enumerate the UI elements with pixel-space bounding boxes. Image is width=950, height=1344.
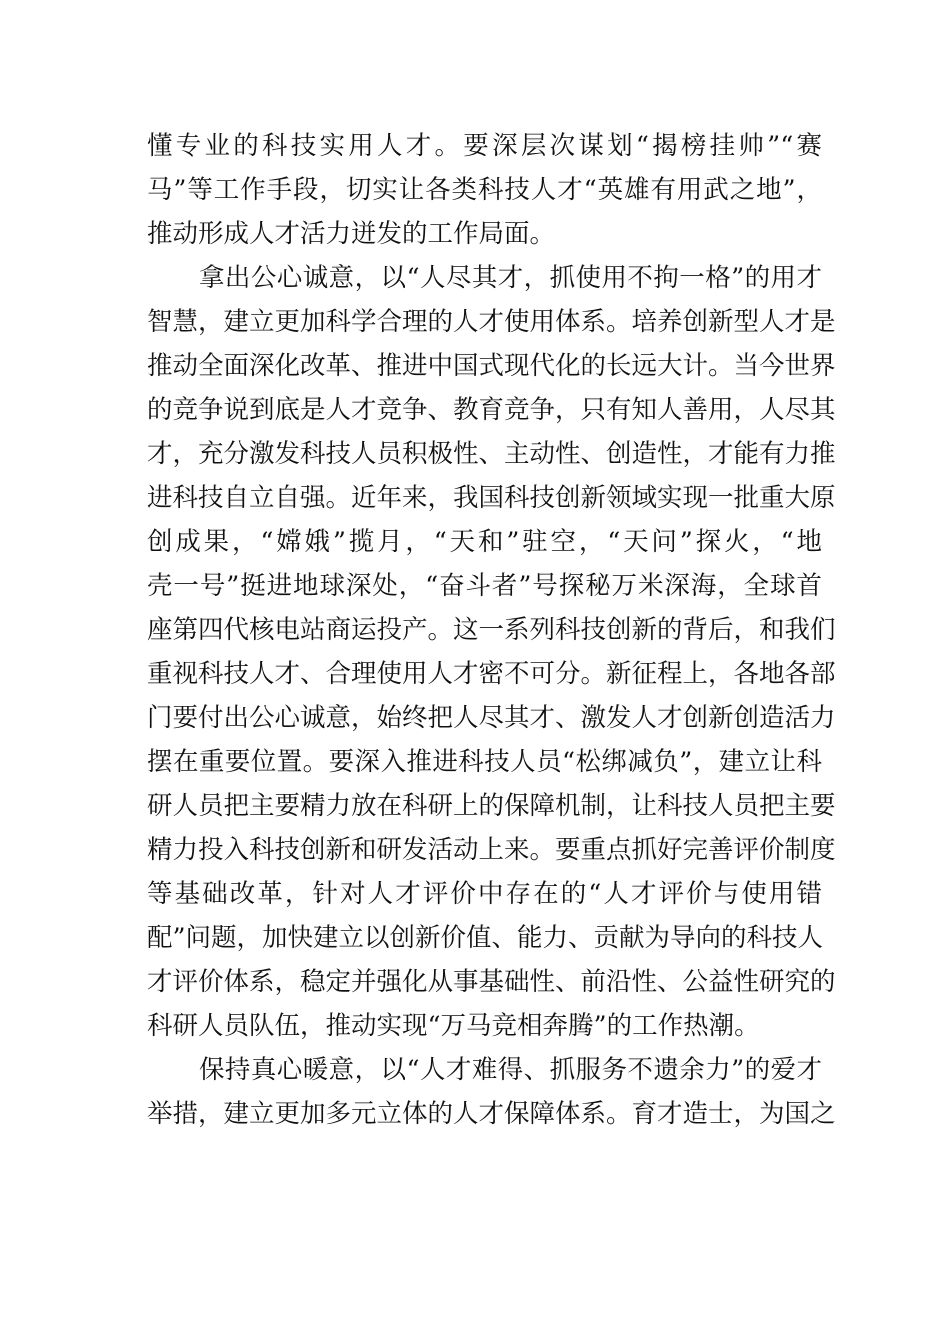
text-line: 智慧，建立更加科学合理的人才使用体系。培养创新型人才是 [147,307,836,337]
text-line: 才评价体系，稳定并强化从事基础性、前沿性、公益性研究的 [147,967,836,997]
text-line: 推动全面深化改革、推进中国式现代化的长远大计。当今世界 [147,351,836,381]
text-line: 才，充分激发科技人员积极性、主动性、创造性，才能有力推 [147,439,836,469]
text-line: 研人员把主要精力放在科研上的保障机制，让科技人员把主要 [147,791,836,821]
text-line: 等基础改革，针对人才评价中存在的“人才评价与使用错 [147,879,822,909]
text-line: 创成果，“嫦娥”揽月，“天和”驻空，“天问”探火，“地 [147,527,822,557]
text-line: 壳一号”挺进地球深处，“奋斗者”号探秘万米深海，全球首 [147,571,822,601]
text-line: 保持真心暖意，以“人才难得、抓服务不遗余力”的爱才 [199,1055,822,1085]
text-line: 推动形成人才活力迸发的工作局面。 [147,219,556,249]
text-line: 座第四代核电站商运投产。这一系列科技创新的背后，和我们 [147,615,836,645]
text-line: 摆在重要位置。要深入推进科技人员“松绑减负”，建立让科 [147,747,822,777]
text-line: 科研人员队伍，推动实现“万马竞相奔腾”的工作热潮。 [147,1011,760,1041]
text-line: 重视科技人才、合理使用人才密不可分。新征程上，各地各部 [147,659,836,689]
text-line: 拿出公心诚意，以“人尽其才，抓使用不拘一格”的用才 [199,263,822,293]
text-line: 懂专业的科技实用人才。要深层次谋划“揭榜挂帅”“赛 [147,131,822,161]
text-line: 配”问题，加快建立以创新价值、能力、贡献为导向的科技人 [147,923,824,953]
text-line: 马”等工作手段，切实让各类科技人才“英雄有用武之地”， [147,175,822,205]
paragraph-3 [147,1048,836,1136]
body-text [147,124,836,1136]
text-line: 门要付出公心诚意，始终把人尽其才、激发人才创新创造活力 [147,703,836,733]
text-line: 精力投入科技创新和研发活动上来。要重点抓好完善评价制度 [147,835,836,865]
paragraph-1 [147,124,822,256]
paragraph-2 [147,256,836,1048]
text-line: 举措，建立更加多元立体的人才保障体系。育才造士，为国之 [147,1099,836,1129]
text-line: 的竞争说到底是人才竞争、教育竞争，只有知人善用，人尽其 [147,395,836,425]
text-line: 进科技自立自强。近年来，我国科技创新领域实现一批重大原 [147,483,836,513]
